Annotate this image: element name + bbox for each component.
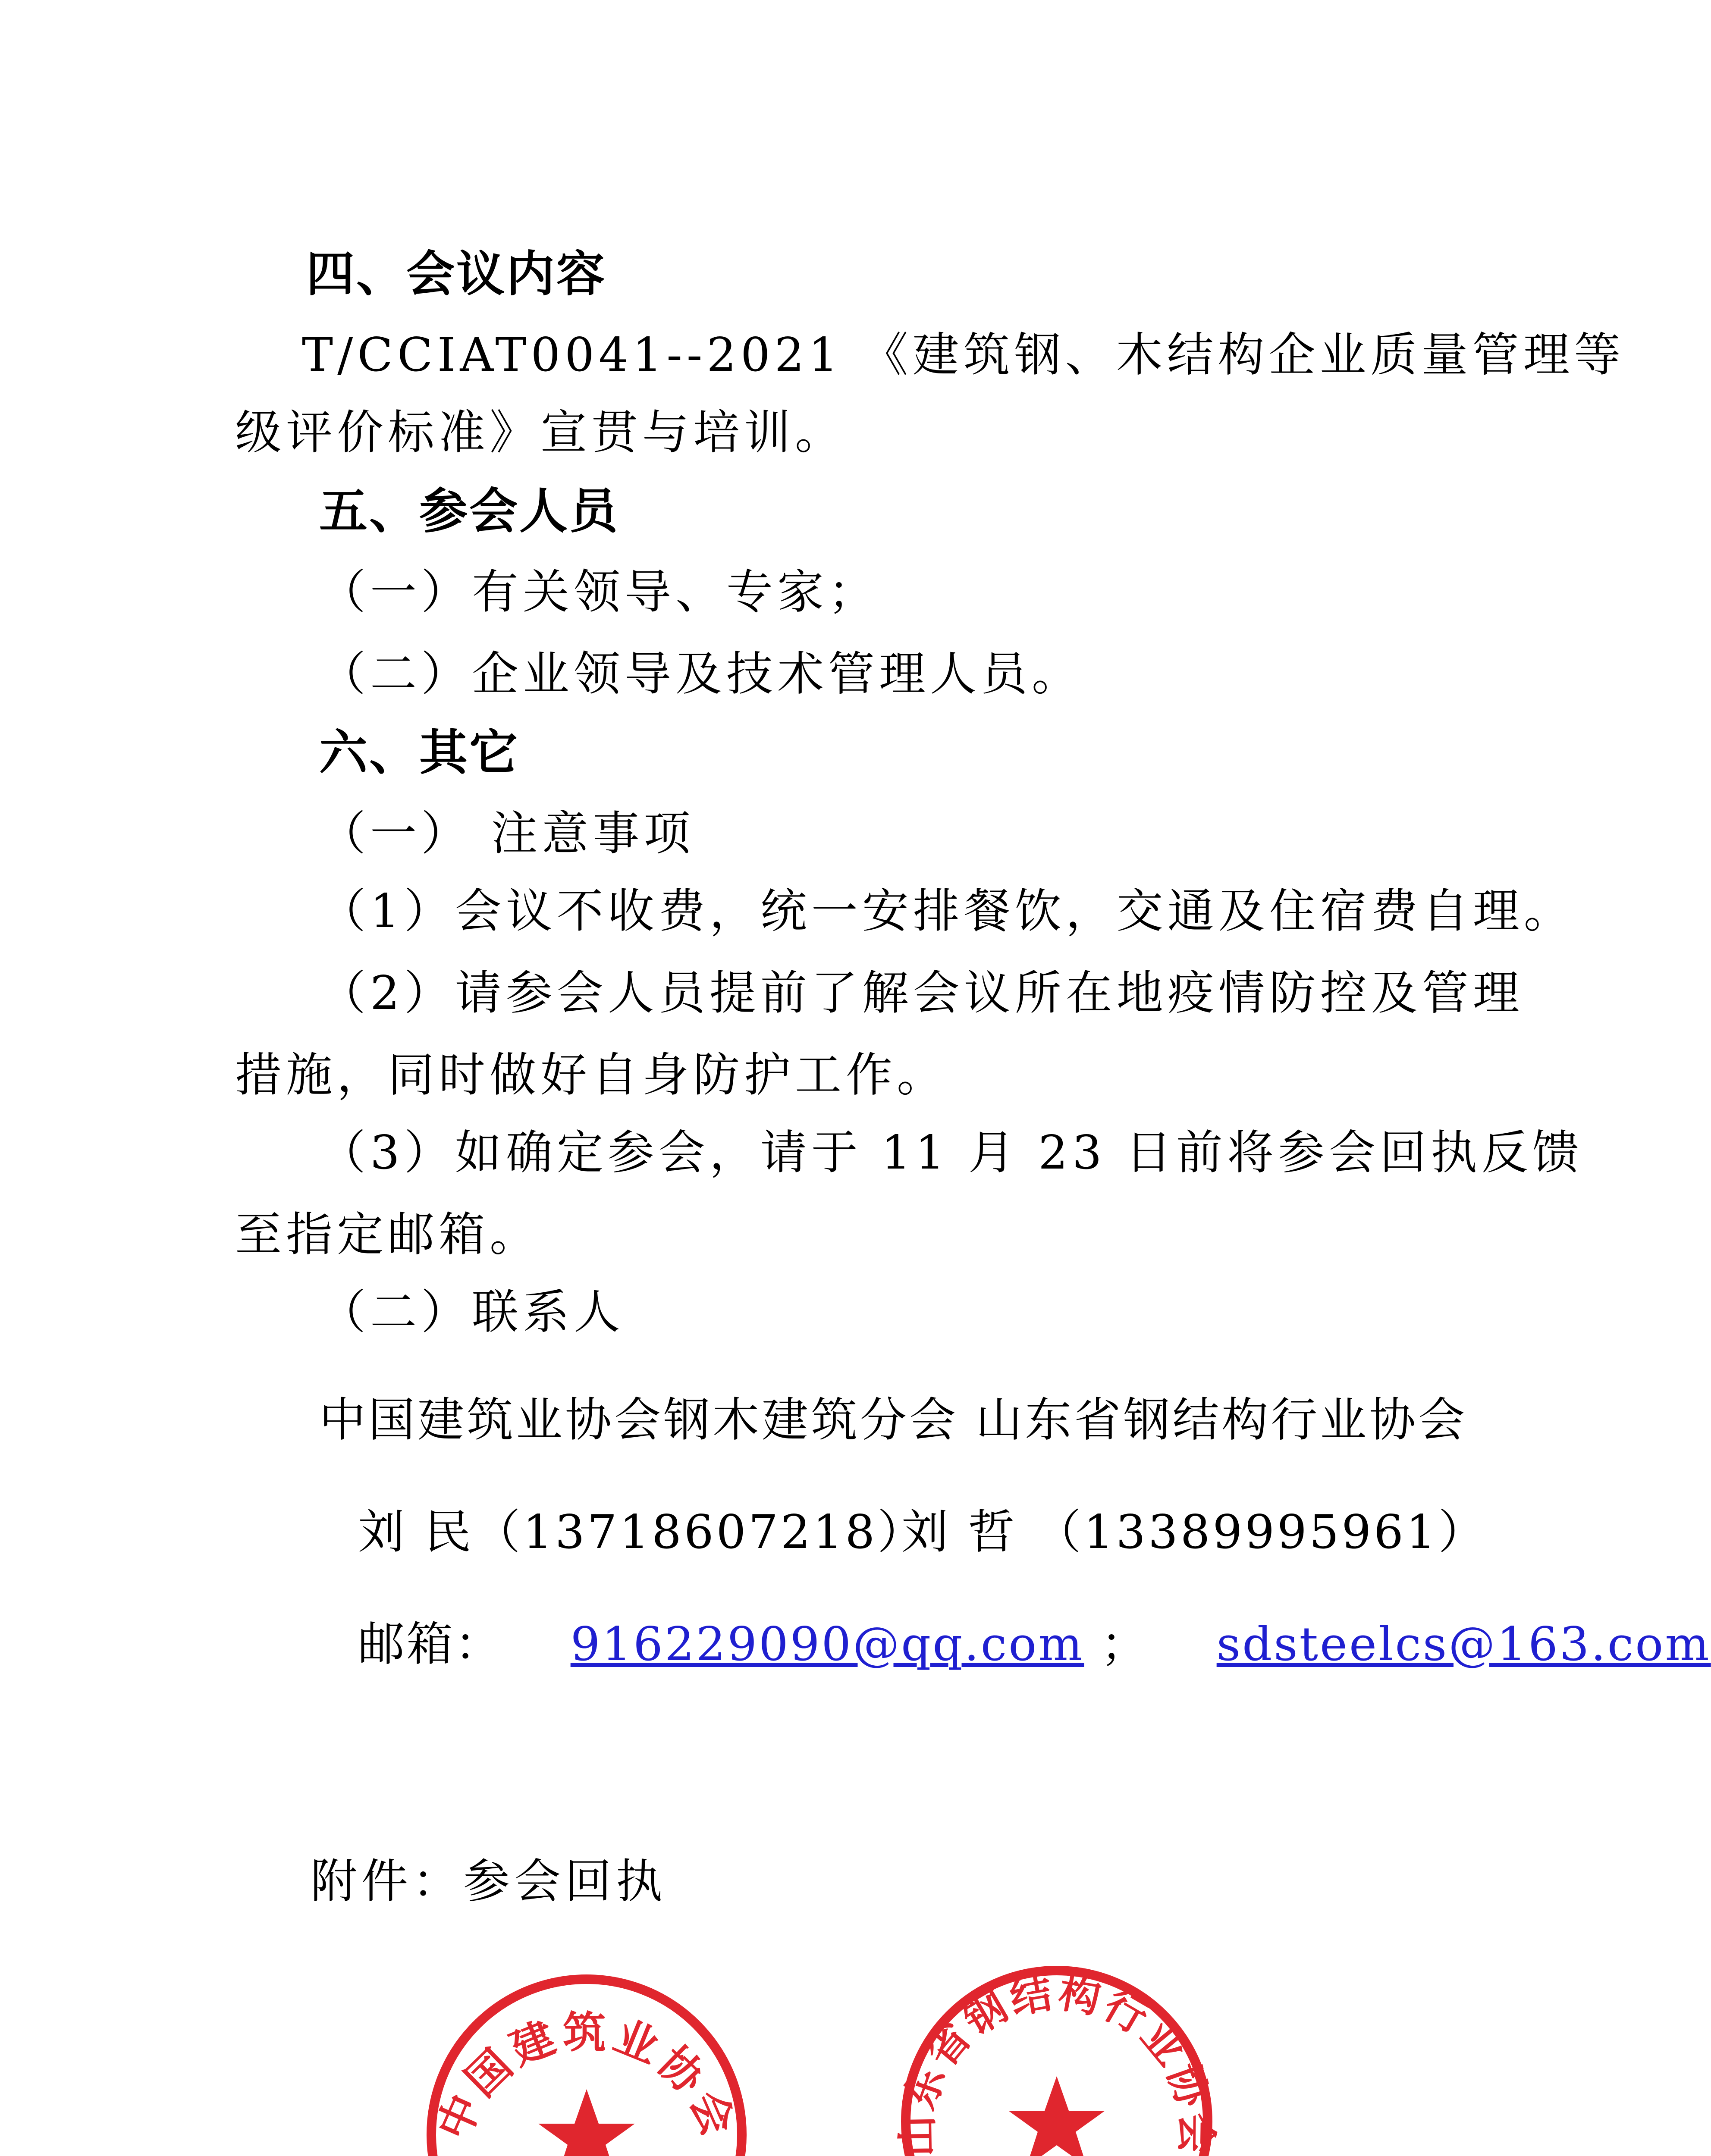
section6-sub2: （二）联系人 xyxy=(319,1285,625,1339)
section4-line1: T/CCIAT0041--2021 《建筑钢、木结构企业质量管理等 xyxy=(302,328,1625,382)
section6-note1: （1）会议不收费，统一安排餐饮，交通及住宿费自理。 xyxy=(319,884,1575,938)
section6-sub1: （一） 注意事项 xyxy=(319,807,695,861)
section6-note2-line1: （2）请参会人员提前了解会议所在地疫情防控及管理 xyxy=(319,966,1524,1020)
section5-item2: （二）企业领导及技术管理人员。 xyxy=(319,647,1083,701)
email-separator: ； xyxy=(1100,1617,1149,1671)
email-label: 邮箱： xyxy=(358,1617,503,1671)
section6-note2-line2: 措施，同时做好自身防护工作。 xyxy=(235,1048,948,1102)
section4-line2: 级评价标准》宣贯与培训。 xyxy=(235,406,846,460)
email-row xyxy=(358,1617,1711,1671)
section5-heading: 五、参会人员 xyxy=(319,483,619,539)
contact-person-1: 刘 民（13718607218） xyxy=(358,1505,927,1559)
seal-left-star-icon xyxy=(538,2089,635,2156)
seal-right xyxy=(888,1953,1225,2156)
seal-right-top-text: 山东省钢结构行业协会 xyxy=(893,1968,1221,2156)
section4-heading: 四、会议内容 xyxy=(306,246,606,302)
section6-note3-line2: 至指定邮箱。 xyxy=(235,1208,541,1262)
contacts-orgs-line: 中国建筑业协会钢木建筑分会 山东省钢结构行业协会 xyxy=(319,1393,1468,1447)
section6-note3-line1: （3）如确定参会，请于 11 月 23 日前将参会回执反馈 xyxy=(319,1126,1583,1180)
section6-heading: 六、其它 xyxy=(319,725,519,781)
attachment-note: 附件：参会回执 xyxy=(311,1855,667,1908)
contact-person-2: 刘 哲 （13389995961） xyxy=(901,1505,1488,1559)
seal-right-star-icon xyxy=(1008,2076,1105,2156)
section5-item1: （一）有关领导、专家； xyxy=(319,565,879,619)
email-link-1[interactable]: 916229090@qq.com xyxy=(570,1617,1084,1671)
seal-left-top-text: 中国建筑业协会 xyxy=(427,2007,746,2147)
seal-left xyxy=(414,1962,759,2156)
email-link-2[interactable]: sdsteelcs@163.com xyxy=(1216,1617,1711,1671)
